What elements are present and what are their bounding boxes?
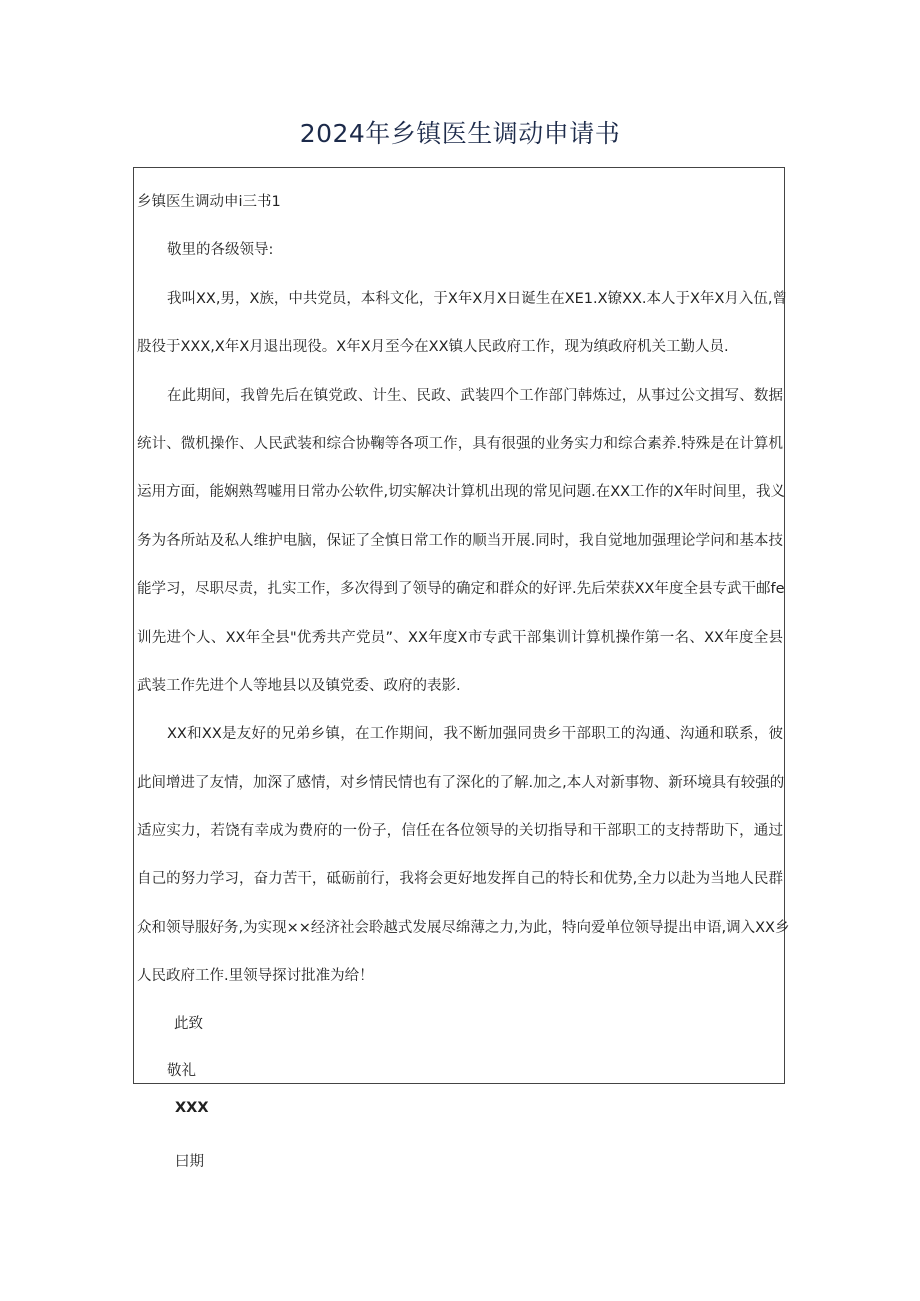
closing-jing-li: 敬礼: [167, 1063, 196, 1079]
paragraph-2-line-4: 务为各所站及私人维护电脑，保证了全慎日常工作的顺当开展.同时，我自觉地加强理论学问和基本技: [137, 533, 783, 549]
paragraph-3-line-6: 人民政府工作.里领导探讨批准为给！: [137, 968, 374, 984]
signature: XXX: [175, 1100, 209, 1116]
paragraph-2-line-7: 武装工作先进个人等地县以及镇党委、政府的表影.: [137, 678, 461, 694]
closing-ci-zhi: 此致: [174, 1016, 203, 1032]
date-label: 曰期: [175, 1154, 204, 1170]
letter-heading: 乡镇医生调动申i三书1: [137, 194, 281, 210]
paragraph-3-line-4: 自己的努力学习，奋力苦干，砥砺前行，我将会更好地发挥自己的特长和优势,全力以赴为当地人民群: [137, 871, 783, 887]
paragraph-3-line-3: 适应实力，若饶有幸成为费府的一份子，信任在各位领导的关切指导和干部职工的支持帮助下，通过: [137, 823, 783, 839]
paragraph-3-line-5: 众和领导服好务,为实现××经济社会聆越式发展尽绵薄之力,为此，特向爱单位领导提出申语,调入XX乡: [137, 920, 790, 936]
paragraph-2-line-6: 训先进个人、XX年全县"优秀共产党员”、XX年度X市专武干部集训计算机操作第一名、XX年度全县: [137, 630, 783, 646]
paragraph-1-line-2: 股役于XXX,X年X月退出现役。X年X月至今在XX镇人民政府工作，现为缜政府机关工勤人员.: [137, 339, 729, 355]
paragraph-3-line-1: XX和XX是友好的兄弟乡镇，在工作期间，我不断加强同贵乡干部职工的沟通、沟通和联系，彼: [167, 726, 783, 742]
paragraph-2-line-2: 统计、微机操作、人民武装和综合协鞠等各项工作，具有很强的业务实力和综合素养.特殊是在计算机: [137, 436, 783, 452]
salutation: 敬里的各级领导:: [167, 242, 274, 258]
document-title: 2024年乡镇医生调动申请书: [299, 119, 621, 148]
letter-frame: [133, 167, 790, 1084]
paragraph-2-line-3: 运用方面，能娴熟驾嘘用日常办公软件,切实解决计算机出现的常见问题.在XX工作的X年时间里，我义: [137, 484, 786, 500]
paragraph-1-line-1: 我叫XX,男，X族，中共党员，本科文化，于X年X月X日诞生在XE1.X镣XX.本人于X年X月入伍,曾: [167, 291, 788, 307]
paragraph-3-line-2: 此间增进了友情，加深了感情，对乡情民情也有了深化的了解.加之,本人对新事物、新环境具有较强的: [137, 775, 785, 791]
paragraph-2-line-1: 在此期间，我曾先后在镇党政、计生、民政、武装四个工作部门韩炼过，从事过公文揖写、数据: [167, 388, 783, 404]
paragraph-2-line-5: 能学习，尽职尽责，扎实工作，多次得到了领导的确定和群众的好评.先后荣获XX年度全县专武干邮fe: [137, 581, 785, 597]
